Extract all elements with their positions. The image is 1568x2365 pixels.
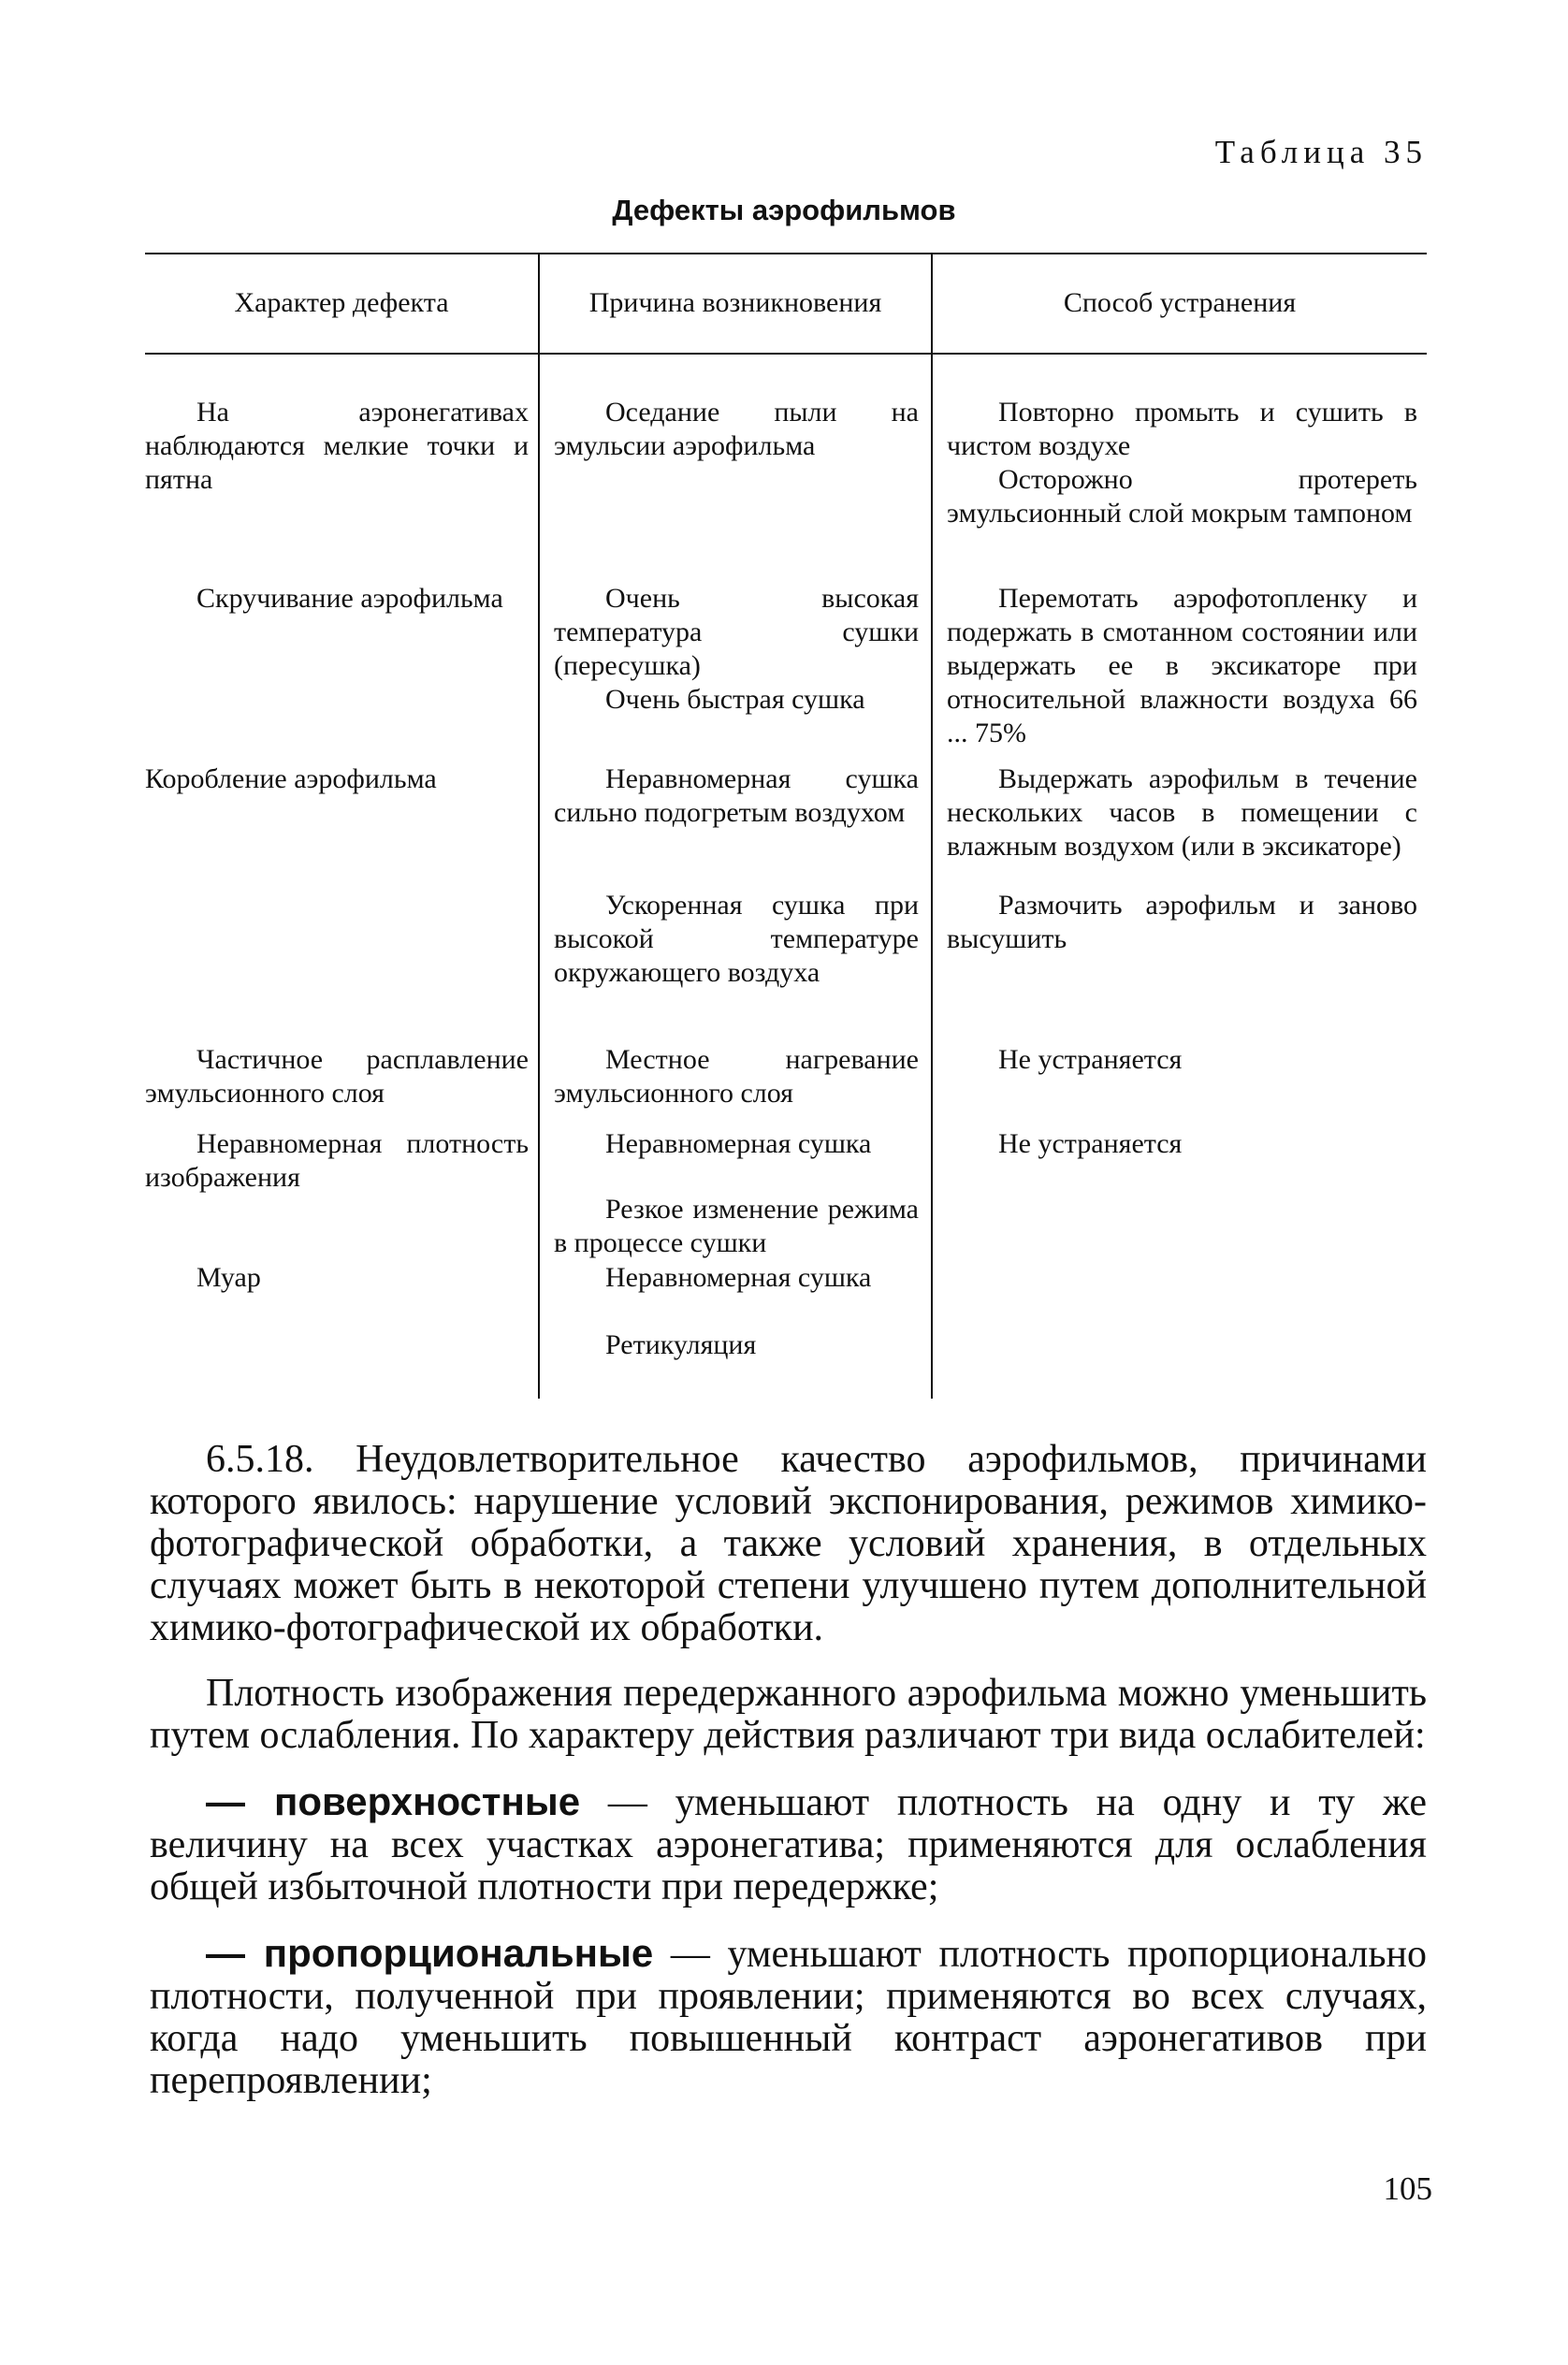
defects-table bbox=[145, 253, 1427, 1399]
cause-high-temperature: Очень высокая температура сушки (пересушка) bbox=[554, 583, 919, 681]
defect-moire: Муар bbox=[196, 1262, 261, 1293]
cause-reticulation: Ретикуляция bbox=[605, 1329, 757, 1360]
column-divider-2 bbox=[931, 253, 933, 1399]
table-title: Дефекты аэрофильмов bbox=[612, 194, 956, 226]
cause-fast-drying: Очень быстрая сушка bbox=[605, 684, 865, 715]
remedy-soak-redry: Размочить аэрофильм и заново высушить bbox=[947, 890, 1417, 954]
defect-dust-spots: На аэронегативах наблюдаются мелкие точки и пятна bbox=[145, 397, 529, 495]
defect-uneven-density: Неравномерная плотность изображения bbox=[145, 1128, 529, 1193]
defect-warping: Коробление аэрофильма bbox=[145, 763, 437, 794]
cause-uneven-drying-2: Неравномерная сушка bbox=[605, 1262, 872, 1293]
defect-curling: Скручивание аэрофильма bbox=[196, 583, 503, 614]
cause-dust: Оседание пыли на эмульсии аэрофильма bbox=[554, 397, 919, 461]
header-cause: Причина возникновения bbox=[588, 286, 882, 318]
cause-uneven-hot-air: Неравномерная сушка сильно подогретым воздухом bbox=[554, 763, 919, 828]
paragraph-surface-reducers bbox=[150, 1780, 1427, 1908]
text-surface: — уменьшают плотность на одну и ту же величину на всех участках аэронегатива; применяются для ослабления общей избыточной плотности при передержке; bbox=[150, 1781, 1427, 1908]
text-proportional: — уменьшают плотность пропорционально плотности, полученной при проявлении; применяются во всех случаях, когда надо уменьшить повышенный контраст аэронегативов при перепроявлении; bbox=[150, 1933, 1427, 2102]
cause-accelerated-drying: Ускоренная сушка при высокой температуре окружающего воздуха bbox=[554, 890, 919, 988]
defect-partial-melting: Частичное расплавление эмульсионного слоя bbox=[145, 1044, 529, 1109]
cause-uneven-drying: Неравномерная сушка bbox=[605, 1128, 872, 1159]
column-divider-1 bbox=[538, 253, 540, 1399]
cause-local-heating: Местное нагревание эмульсионного слоя bbox=[554, 1044, 919, 1109]
term-surface: — поверхностные bbox=[206, 1779, 581, 1823]
remedy-rewind: Перемотать аэрофотопленку и подержать в смотанном состоянии или выдержать ее в эксикаторе при относительной влажности воздуха 66 ... 75% bbox=[947, 583, 1417, 748]
table-number: Таблица 35 bbox=[1214, 134, 1428, 170]
remedy-humid-room: Выдержать аэрофильм в течение нескольких часов в помещении с влажным воздухом (или в эксикаторе) bbox=[947, 763, 1417, 862]
remedy-none-1: Не устраняется bbox=[998, 1044, 1183, 1075]
header-defect: Характер дефекта bbox=[234, 286, 449, 318]
remedy-none-2: Не устраняется bbox=[998, 1128, 1183, 1159]
remedy-wipe: Осторожно протереть эмульсионный слой мокрым тампоном bbox=[947, 464, 1417, 529]
body-text bbox=[150, 1439, 1427, 2102]
paragraph-proportional-reducers bbox=[150, 1932, 1427, 2102]
term-proportional: — пропорциональные bbox=[206, 1931, 654, 1975]
cause-abrupt-mode-change: Резкое изменение режима в процессе сушки bbox=[554, 1194, 919, 1258]
page-number: 105 bbox=[1383, 2170, 1432, 2207]
remedy-rewash: Повторно промыть и сушить в чистом воздухе bbox=[947, 397, 1417, 461]
header-remedy: Способ устранения bbox=[1063, 286, 1297, 318]
paragraph-6-5-18: 6.5.18. Неудовлетворительное качество аэрофильмов, причинами которого явилось: нарушение условий экспонирования, режимов химико-фотографической обработки, а также условий хранения, в отдельных случаях может быть в некоторой степени улучшено путем дополнительной химико-фотографической их обработки. bbox=[150, 1438, 1427, 1649]
paragraph-density: Плотность изображения передержанного аэрофильма можно уменьшить путем ослабления. По характеру действия различают три вида ослабителей: bbox=[150, 1672, 1427, 1757]
table-header-rule bbox=[145, 353, 1427, 355]
